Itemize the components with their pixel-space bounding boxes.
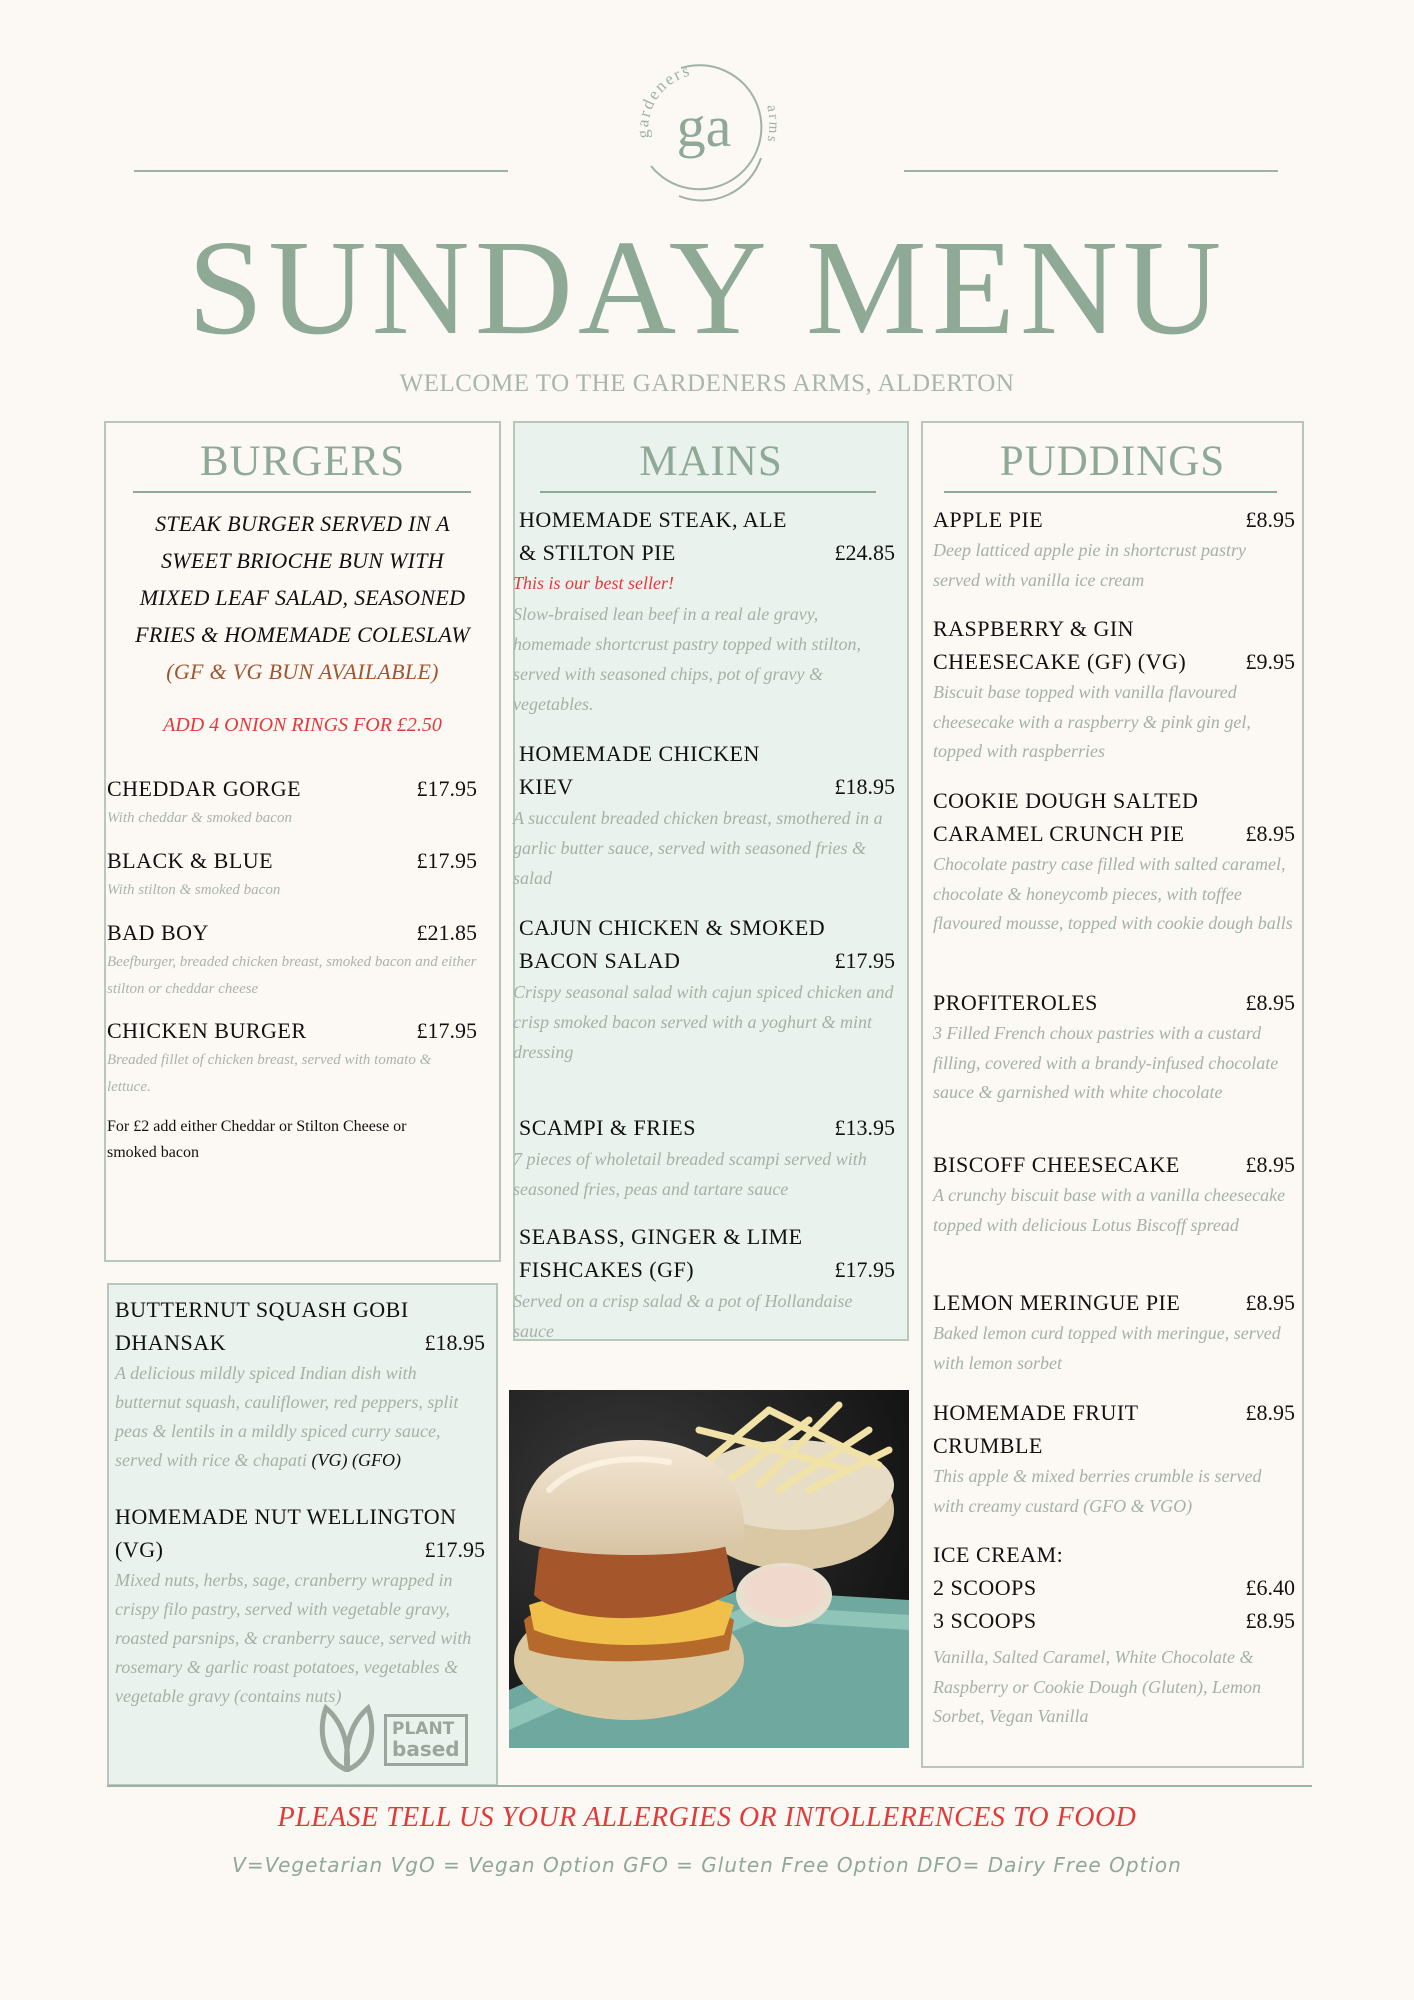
item-description: Mixed nuts, herbs, sage, cranberry wrapped in crispy filo pastry, served with vegetable gravy, roasted parsnips, & cranberry sauce, served with rosemary & garlic roast potatoes, vegetables & vegetable gravy (contains nuts)	[115, 1570, 472, 1706]
item-price: £8.95	[1245, 1152, 1295, 1177]
ice-cream-option-label: 3 SCOOPS	[933, 1608, 1037, 1633]
item-name: BAD BOY	[107, 920, 209, 945]
item-name-line: BACON SALAD	[519, 948, 681, 973]
item-description: Beefburger, breaded chicken breast, smoked bacon and either stilton or cheddar cheese	[107, 954, 477, 997]
item-price: £13.95	[834, 1115, 895, 1140]
item-price: £24.85	[834, 540, 895, 565]
item-name-line: & STILTON PIE	[519, 540, 676, 565]
item-name-line: HOMEMADE NUT WELLINGTON	[115, 1504, 457, 1529]
item-price: £9.95	[1245, 649, 1295, 674]
menu-item	[933, 986, 1295, 1108]
item-price: £17.95	[424, 1537, 485, 1562]
item-name-line: (VG)	[115, 1537, 164, 1562]
item-name-line: DHANSAK	[115, 1330, 227, 1355]
item-description: This apple & mixed berries crumble is served with creamy custard (GFO & VGO)	[933, 1466, 1262, 1516]
menu-item	[107, 1014, 477, 1101]
puddings-heading-rule	[944, 491, 1277, 493]
burgers-heading: BURGERS	[199, 438, 406, 485]
item-price: £8.95	[1245, 1400, 1295, 1425]
burger-intro-line: FRIES & HOMEMADE COLESLAW	[135, 622, 470, 647]
item-name-line: KIEV	[519, 774, 574, 799]
item-description: Breaded fillet of chicken breast, served with tomato & lettuce.	[107, 1052, 432, 1095]
plant-based-badge	[316, 1700, 474, 1772]
burger-photo	[509, 1390, 909, 1748]
menu-item	[933, 503, 1295, 595]
logo-arc-top: gardeners	[633, 60, 694, 140]
item-description: Crispy seasonal salad with cajun spiced chicken and crisp smoked bacon served with a yoghurt & mint dressing	[513, 982, 894, 1062]
item-price: £8.95	[1245, 507, 1295, 532]
burger-bun-note: (GF & VG BUN AVAILABLE)	[166, 659, 439, 684]
item-description: 7 pieces of wholetail breaded scampi served with seasoned fries, peas and tartare sauce	[513, 1149, 867, 1199]
badge-line-2: based	[392, 1737, 460, 1761]
item-description: With cheddar & smoked bacon	[107, 810, 292, 826]
ice-cream-heading: ICE CREAM:	[933, 1542, 1064, 1567]
item-name-line: SEABASS, GINGER & LIME	[519, 1224, 803, 1249]
ice-cream-flavours: Vanilla, Salted Caramel, White Chocolate & Raspberry or Cookie Dough (Gluten), Lemon Sorbet, Vegan Vanilla	[933, 1647, 1261, 1726]
item-name-line: APPLE PIE	[933, 507, 1044, 532]
item-dietary-tags: (VG) (GFO)	[311, 1450, 401, 1470]
item-description: Served on a crisp salad & a pot of Hollandaise sauce	[513, 1291, 853, 1341]
item-description: Slow-braised lean beef in a real ale gravy, homemade shortcrust pastry topped with stilton, served with seasoned chips, pot of gravy & vegetables.	[513, 603, 861, 714]
menu-item	[513, 503, 895, 719]
burger-intro-line: STEAK BURGER SERVED IN A	[155, 511, 450, 536]
item-name-line: CRUMBLE	[933, 1433, 1043, 1458]
item-name-line: BISCOFF CHEESECAKE	[933, 1152, 1180, 1177]
item-name-line: CAJUN CHICKEN & SMOKED	[519, 915, 826, 940]
item-price: £17.95	[834, 1257, 895, 1282]
item-name-line: LEMON MERINGUE PIE	[933, 1290, 1181, 1315]
ice-cream-option	[933, 1604, 1295, 1637]
onion-rings-offer: ADD 4 ONION RINGS FOR £2.50	[163, 714, 442, 736]
item-description	[115, 1359, 485, 1475]
item-name-line: COOKIE DOUGH SALTED	[933, 788, 1199, 813]
menu-item	[115, 1500, 485, 1711]
item-name-line: HOMEMADE STEAK, ALE	[519, 507, 787, 532]
gardeners-arms-logo	[617, 46, 787, 216]
header-rule-right	[904, 170, 1278, 172]
item-name-line: HOMEMADE CHICKEN	[519, 741, 760, 766]
ice-cream-option-price: £8.95	[1245, 1608, 1295, 1633]
mains-heading-rule	[540, 491, 876, 493]
item-description: Biscuit base topped with vanilla flavoured cheesecake with a raspberry & pink gin gel, topped with raspberries	[933, 682, 1251, 761]
menu-item	[933, 1148, 1295, 1240]
item-name-line: CARAMEL CRUNCH PIE	[933, 821, 1185, 846]
item-description: With stilton & smoked bacon	[107, 882, 281, 898]
item-description: Chocolate pastry case filled with salted caramel, chocolate & honeycomb pieces, with toffee flavoured mousse, topped with cookie dough balls	[933, 854, 1293, 933]
menu-item	[513, 1111, 895, 1204]
menu-item	[933, 1286, 1295, 1378]
item-description-text: A delicious mildly spiced Indian dish with butternut squash, cauliflower, red peppers, split peas & lentils in a mildly spiced curry sauce, served with rice & chapati	[115, 1363, 459, 1470]
item-price: £8.95	[1245, 990, 1295, 1015]
menu-item	[107, 772, 477, 832]
menu-item	[933, 784, 1295, 939]
menu-item	[513, 737, 895, 893]
puddings-heading: PUDDINGS	[999, 438, 1226, 485]
item-price: £17.95	[416, 1018, 477, 1043]
menu-item	[115, 1293, 485, 1475]
item-price: £18.95	[424, 1330, 485, 1355]
ice-cream-item	[933, 1538, 1295, 1732]
logo-arc-bottom: arms	[763, 103, 782, 146]
item-description: Deep latticed apple pie in shortcrust pastry served with vanilla ice cream	[933, 540, 1246, 590]
burger-intro	[104, 505, 501, 690]
item-description: A crunchy biscuit base with a vanilla cheesecake topped with delicious Lotus Biscoff spread	[933, 1185, 1286, 1235]
menu-item	[107, 844, 477, 904]
item-price: £18.95	[834, 774, 895, 799]
page-title: SUNDAY MENU	[187, 213, 1227, 363]
item-description: 3 Filled French choux pastries with a custard filling, covered with a brandy-infused chocolate sauce & garnished with white chocolate	[933, 1023, 1279, 1102]
item-name-line: PROFITEROLES	[933, 990, 1098, 1015]
item-name-line: SCAMPI & FRIES	[519, 1115, 696, 1140]
menu-item	[513, 1220, 895, 1346]
ice-cream-option	[933, 1571, 1295, 1604]
logo-monogram: ga	[676, 94, 732, 159]
page-subtitle: WELCOME TO THE GARDENERS ARMS, ALDERTON	[399, 370, 1015, 397]
mains-heading: MAINS	[639, 438, 783, 485]
allergy-notice: PLEASE TELL US YOUR ALLERGIES OR INTOLLERENCES TO FOOD	[277, 1802, 1137, 1833]
item-name: CHICKEN BURGER	[107, 1018, 307, 1043]
item-price: £8.95	[1245, 1290, 1295, 1315]
menu-item	[933, 612, 1295, 767]
badge-line-1: PLANT	[392, 1719, 455, 1739]
footer-rule	[107, 1785, 1312, 1787]
burger-intro-line: MIXED LEAF SALAD, SEASONED	[139, 585, 466, 610]
item-name: BLACK & BLUE	[107, 848, 274, 873]
item-price: £21.85	[416, 920, 477, 945]
menu-item	[107, 916, 477, 1003]
dietary-legend: V=Vegetarian VgO = Vegan Option GFO = Gluten Free Option DFO= Dairy Free Option	[232, 1853, 1182, 1877]
header-rule-left	[134, 170, 508, 172]
item-name-line: BUTTERNUT SQUASH GOBI	[115, 1297, 409, 1322]
item-price: £8.95	[1245, 821, 1295, 846]
item-price: £17.95	[416, 848, 477, 873]
item-name-line: FISHCAKES (GF)	[519, 1257, 695, 1282]
ice-cream-option-price: £6.40	[1245, 1575, 1295, 1600]
item-description: Baked lemon curd topped with meringue, served with lemon sorbet	[933, 1323, 1281, 1373]
item-name: CHEDDAR GORGE	[107, 776, 302, 801]
menu-item	[933, 1396, 1295, 1521]
leaf-icon	[316, 1700, 378, 1772]
menu-item	[513, 911, 895, 1067]
item-name-line: HOMEMADE FRUIT	[933, 1400, 1139, 1425]
item-description: A succulent breaded chicken breast, smothered in a garlic butter sauce, served with seasoned fries & salad	[513, 808, 883, 888]
burgers-heading-rule	[133, 491, 471, 493]
svg-text:arms	[763, 104, 782, 146]
item-name-line: CHEESECAKE (GF) (VG)	[933, 649, 1187, 674]
ice-cream-option-label: 2 SCOOPS	[933, 1575, 1037, 1600]
burger-intro-line: SWEET BRIOCHE BUN WITH	[160, 548, 444, 573]
item-price: £17.95	[416, 776, 477, 801]
best-seller-note: This is our best seller!	[513, 573, 675, 593]
item-name-line: RASPBERRY & GIN	[933, 616, 1135, 641]
burger-addon-note: For £2 add either Cheddar or Stilton Cheese or smoked bacon	[107, 1118, 407, 1161]
item-price: £17.95	[834, 948, 895, 973]
